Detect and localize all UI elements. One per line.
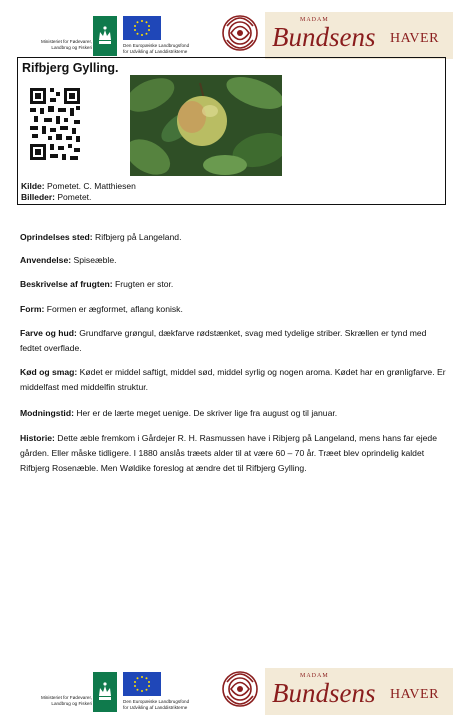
eu-line-1: Den Europæiske Landbrugsfond — [123, 699, 190, 704]
ministry-label — [20, 39, 92, 50]
eu-flag-icon — [123, 16, 161, 40]
images-label: Billeder: — [21, 192, 56, 202]
brand-suffix: HAVER — [390, 687, 439, 702]
section-color-skin: Farve og hud: Grundfarve grøngul, dækfarve rødstænket, svag med tydelige striber. Skrællen er tynd med fedtet overflade. — [20, 328, 427, 353]
eu-line-2: for Udvikling af Landdistrikterne — [123, 704, 188, 710]
page-title: Rifbjerg Gylling. — [22, 61, 119, 75]
ornament-logo-icon — [217, 662, 263, 718]
crown-icon — [93, 16, 117, 56]
section-flesh-taste: Kød og smag: Kødet er middel saftigt, middel sød, middel syrlig og nogen aroma. Kødet har en grønligfarve. Er middelfast med middelfin struktur. — [20, 367, 446, 392]
ornament-logo-icon — [217, 6, 263, 62]
eu-line-2: for Udvikling af Landdistrikterne — [123, 48, 188, 54]
qr-code-icon — [30, 86, 80, 166]
ministry-line-2: Landbrug og Fiskeri — [51, 44, 92, 50]
crown-icon — [93, 672, 117, 712]
brand-prefix: MADAM — [300, 17, 329, 23]
section-usage: Anvendelse: Spiseæble. — [20, 255, 117, 265]
images-value: Pometet. — [57, 192, 92, 202]
ministry-line-2: Landbrug og Fiskeri — [51, 700, 92, 706]
section-ripening: Modningstid: Her er de lærte meget uenige. De skriver lige fra august og til januar. — [20, 408, 338, 418]
section-origin: Oprindelses sted: Rifbjerg på Langeland. — [20, 232, 182, 242]
ministry-line-1: Ministeriet for Fødevarer, — [40, 695, 92, 700]
source-credit — [21, 181, 136, 191]
section-history: Historie: Dette æble fremkom i Gårdejer R. H. Rasmussen have i Ribjerg på Langeland, mens hans far ejede gården. Eller måske tidligere. I 1880 anslås træets alder til at være 60 – 70 år. Træet blev oprindelig kaldet Rifbjerg Rosenæble. Men Wøldike foreslog at ændre det til Rifbjerg Gylling. — [20, 433, 437, 473]
eu-fund-label — [123, 699, 218, 710]
brand-prefix: MADAM — [300, 673, 329, 679]
source-value: Pometet. C. Matthiesen — [47, 181, 136, 191]
header-logo-bar — [0, 6, 465, 62]
section-form: Form: Formen er ægformet, aflang konisk. — [20, 304, 183, 314]
footer-logo-bar — [0, 662, 465, 718]
source-label: Kilde: — [21, 181, 45, 191]
section-description: Beskrivelse af frugten: Frugten er stor. — [20, 279, 174, 289]
images-credit — [21, 192, 91, 202]
brand-name: Bundsens — [272, 22, 376, 52]
ministry-line-1: Ministeriet for Fødevarer, — [40, 39, 92, 44]
eu-flag-icon — [123, 672, 161, 696]
apple-photo — [130, 75, 282, 176]
eu-fund-label — [123, 43, 218, 54]
eu-line-1: Den Europæiske Landbrugsfond — [123, 43, 190, 48]
brand-suffix: HAVER — [390, 31, 439, 46]
ministry-label — [20, 695, 92, 706]
info-box — [17, 57, 446, 205]
brand-name: Bundsens — [272, 678, 376, 708]
